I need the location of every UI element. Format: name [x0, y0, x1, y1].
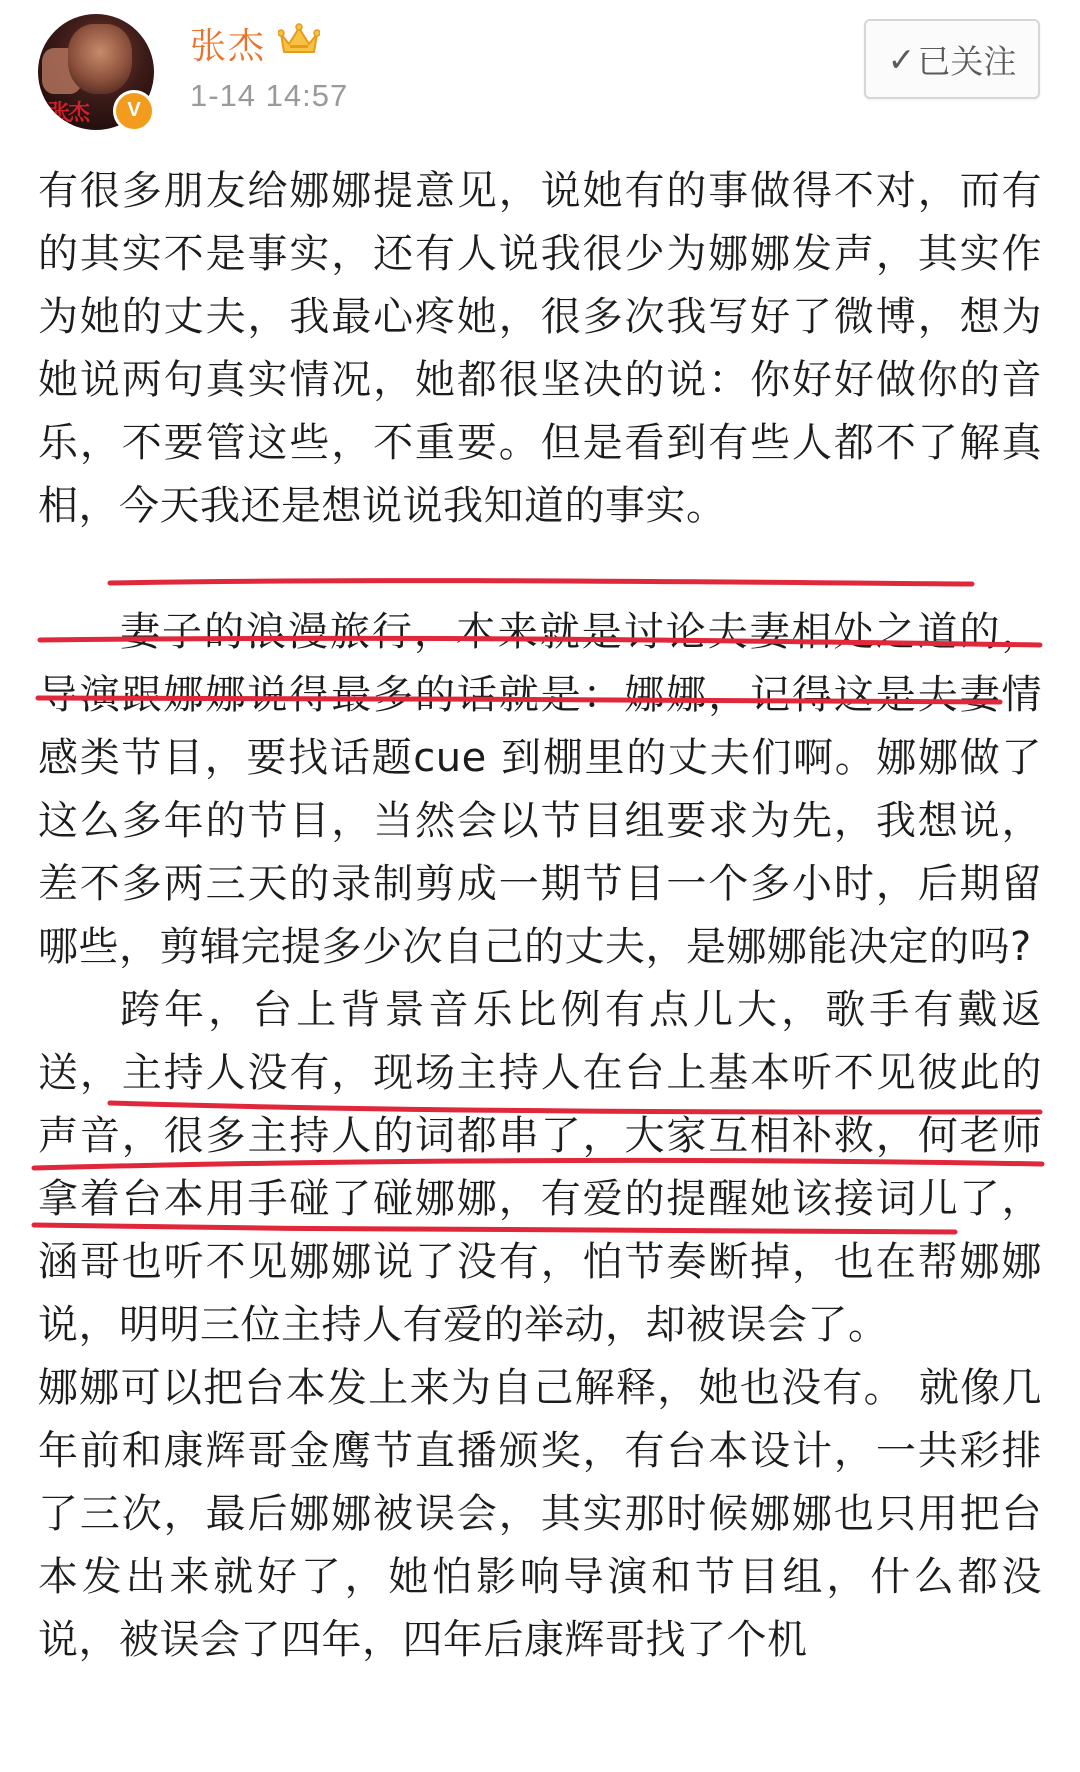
avatar-logo-text: 张杰	[48, 101, 89, 126]
post-timestamp[interactable]: 1-14 14:57	[190, 78, 349, 113]
author-name[interactable]: 张杰	[190, 26, 267, 67]
paragraph-gap	[38, 538, 1042, 601]
follow-button[interactable]	[864, 19, 1040, 99]
post-header	[0, 0, 1080, 150]
crown-icon	[278, 22, 320, 58]
post-paragraph-2: 妻子的浪漫旅行，本来就是讨论夫妻相处之道的，导演跟娜娜说得最多的话就是：娜娜，记得这是夫妻情感类节目，要找话题cue 到棚里的丈夫们啊。娜娜做了这么多年的节目，当然会以节目组要求为先，我想说，差不多两三天的录制剪成一期节目一个多小时，后期留哪些，剪辑完提多少次自己的丈夫，是娜娜能决定的吗?	[38, 609, 1042, 970]
post-paragraph-3: 跨年，台上背景音乐比例有点儿大，歌手有戴返送，主持人没有，现场主持人在台上基本听不见彼此的声音，很多主持人的词都串了，大家互相补救，何老师拿着台本用手碰了碰娜娜，有爱的提醒她该接词儿了，涵哥也听不见娜娜说了没有，怕节奏断掉，也在帮娜娜说，明明三位主持人有爱的举动，却被误会了。	[38, 987, 1042, 1348]
verified-badge-icon: V	[113, 90, 155, 132]
check-icon: ✓	[887, 39, 916, 79]
follow-button-label: 已关注	[917, 41, 1017, 81]
post-paragraph-1: 有很多朋友给娜娜提意见，说她有的事做得不对，而有的其实不是事实，还有人说我很少为娜娜发声，其实作为她的丈夫，我最心疼她，很多次我写好了微博，想为她说两句真实情况，她都很坚决的说：你好好做你的音乐，不要管这些，不重要。但是看到有些人都不了解真相，今天我还是想说说我知道的事实。	[38, 168, 1042, 529]
avatar-face	[68, 24, 132, 94]
post-body	[38, 160, 1042, 1672]
post-paragraph-4: 娜娜可以把台本发上来为自己解释，她也没有。 就像几年前和康辉哥金鹰节直播颁奖，有台本设计，一共彩排了三次，最后娜娜被误会，其实那时候娜娜也只用把台本发出来就好了，她怕影响导演和节目组，什么都没说，被误会了四年，四年后康辉哥找了个机	[38, 1365, 1042, 1663]
